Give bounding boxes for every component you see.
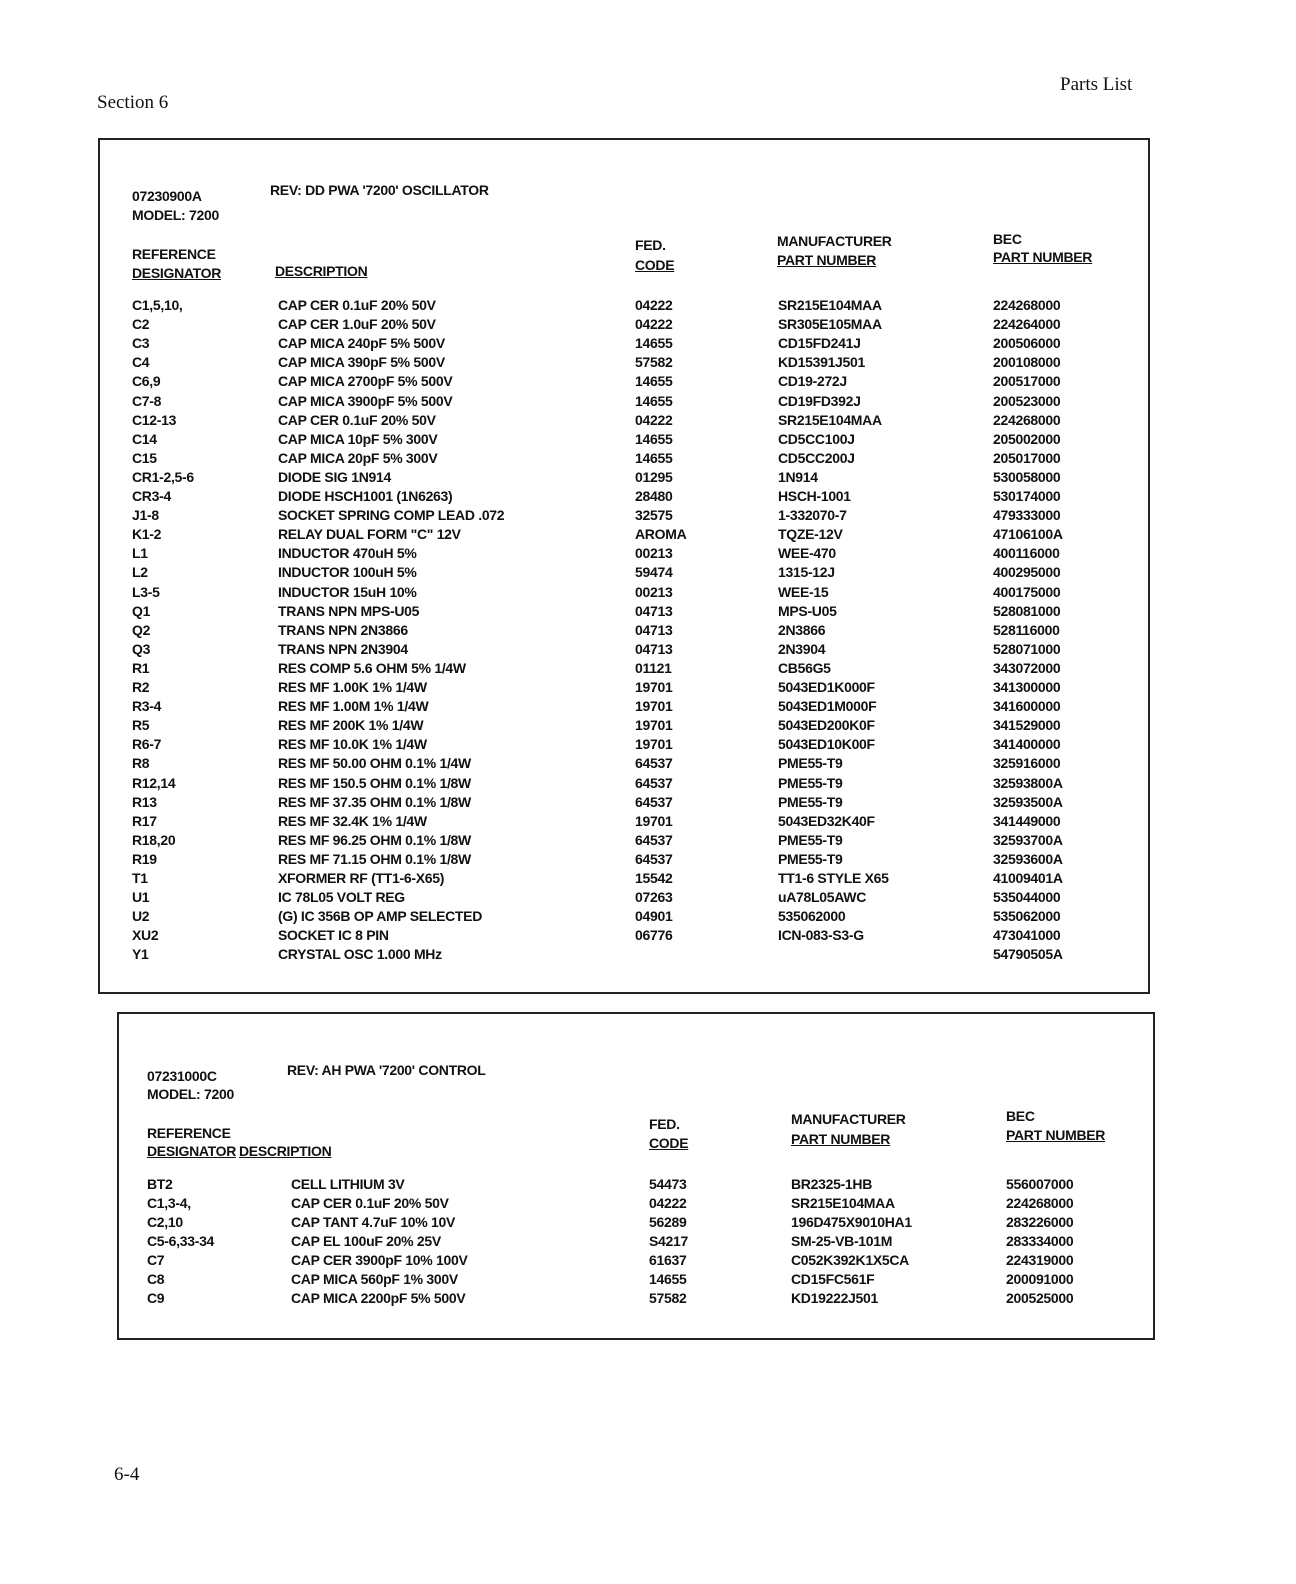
table-row bbox=[100, 526, 1148, 545]
mfr-part-number: 1N914 bbox=[778, 468, 818, 485]
fed-code: 57582 bbox=[635, 354, 673, 371]
col-header-mfr-part-number: PART NUMBER bbox=[777, 252, 877, 268]
fed-code: 19701 bbox=[635, 679, 673, 695]
mfr-part-number: 5043ED1K000F bbox=[778, 679, 875, 695]
ref-designator: C12-13 bbox=[132, 411, 177, 428]
fed-code: 04222 bbox=[635, 411, 673, 428]
description: CRYSTAL OSC 1.000 MHz bbox=[278, 946, 442, 963]
fed-code: 14655 bbox=[635, 392, 673, 409]
table-row bbox=[100, 564, 1148, 583]
description: INDUCTOR 100uH 5% bbox=[278, 564, 417, 581]
bec-part-number: 32593800A bbox=[993, 774, 1063, 791]
mfr-part-number: CD15FD241J bbox=[778, 335, 861, 352]
bec-part-number: 224264000 bbox=[993, 316, 1061, 333]
bec-part-number: 205002000 bbox=[993, 430, 1061, 447]
mfr-part-number: KD15391J501 bbox=[778, 354, 865, 371]
description: CAP MICA 20pF 5% 300V bbox=[278, 449, 438, 466]
ref-designator: R3-4 bbox=[132, 698, 162, 715]
mfr-part-number: MPS-U05 bbox=[778, 602, 837, 619]
table-row bbox=[100, 851, 1148, 870]
table-row bbox=[100, 889, 1148, 908]
table-row bbox=[119, 1233, 1153, 1252]
page-title: Parts List bbox=[1060, 74, 1133, 95]
col-header-fed: FED. bbox=[635, 237, 666, 253]
table-row bbox=[100, 450, 1148, 469]
mfr-part-number: 196D475X9010HA1 bbox=[791, 1214, 912, 1230]
bec-part-number: 530058000 bbox=[993, 468, 1061, 485]
table-row bbox=[119, 1252, 1153, 1271]
ref-designator: R12,14 bbox=[132, 774, 176, 791]
description: IC 78L05 VOLT REG bbox=[278, 889, 405, 906]
table-row bbox=[100, 908, 1148, 927]
col-header-fed: FED. bbox=[649, 1116, 680, 1132]
table-row bbox=[100, 488, 1148, 507]
description: XFORMER RF (TT1-6-X65) bbox=[278, 870, 445, 886]
page-number: 6-4 bbox=[114, 1464, 140, 1485]
fed-code: 15542 bbox=[635, 870, 673, 886]
bec-part-number: 341529000 bbox=[993, 717, 1061, 734]
col-header-bec: BEC bbox=[1006, 1108, 1035, 1124]
table-row bbox=[100, 755, 1148, 774]
section-label: Section 6 bbox=[97, 92, 169, 113]
description: TRANS NPN 2N3904 bbox=[278, 640, 408, 657]
bec-part-number: 283226000 bbox=[1006, 1214, 1074, 1230]
bec-part-number: 224268000 bbox=[1006, 1195, 1074, 1211]
bec-part-number: 479333000 bbox=[993, 507, 1061, 524]
fed-code: 32575 bbox=[635, 507, 673, 524]
description: RES MF 1.00K 1% 1/4W bbox=[278, 679, 427, 695]
description: DIODE HSCH1001 (1N6263) bbox=[278, 488, 453, 504]
bec-part-number: 530174000 bbox=[993, 488, 1061, 504]
assembly-model: MODEL: 7200 bbox=[147, 1086, 234, 1102]
table-row bbox=[100, 335, 1148, 354]
bec-part-number: 200523000 bbox=[993, 392, 1061, 409]
mfr-part-number: 5043ED1M000F bbox=[778, 698, 877, 715]
ref-designator: C3 bbox=[132, 335, 150, 352]
ref-designator: T1 bbox=[132, 870, 148, 886]
mfr-part-number: TT1-6 STYLE X65 bbox=[778, 870, 889, 886]
bec-part-number: 32593600A bbox=[993, 850, 1063, 867]
bec-part-number: 200506000 bbox=[993, 335, 1061, 352]
mfr-part-number: C052K392K1X5CA bbox=[791, 1252, 909, 1268]
ref-designator: U2 bbox=[132, 908, 150, 925]
fed-code: 61637 bbox=[649, 1252, 687, 1268]
col-header-code: CODE bbox=[649, 1135, 689, 1151]
description: INDUCTOR 470uH 5% bbox=[278, 545, 417, 562]
bec-part-number: 200091000 bbox=[1006, 1271, 1074, 1287]
mfr-part-number: PME55-T9 bbox=[778, 831, 843, 848]
mfr-part-number: ICN-083-S3-G bbox=[778, 927, 864, 944]
ref-designator: C8 bbox=[147, 1271, 165, 1287]
mfr-part-number: 5043ED32K40F bbox=[778, 812, 875, 829]
description: RES MF 1.00M 1% 1/4W bbox=[278, 698, 429, 715]
fed-code: 04713 bbox=[635, 640, 673, 657]
table-row bbox=[100, 545, 1148, 564]
mfr-part-number: SM-25-VB-101M bbox=[791, 1233, 893, 1249]
table-row bbox=[100, 373, 1148, 392]
mfr-part-number: 535062000 bbox=[778, 908, 846, 925]
mfr-part-number: uA78L05AWC bbox=[778, 889, 867, 906]
table-row bbox=[100, 813, 1148, 832]
fed-code: 07263 bbox=[635, 889, 673, 906]
mfr-part-number: TQZE-12V bbox=[778, 526, 843, 543]
ref-designator: K1-2 bbox=[132, 526, 162, 543]
ref-designator: R13 bbox=[132, 793, 157, 810]
description: CAP CER 1.0uF 20% 50V bbox=[278, 316, 436, 333]
mfr-part-number: CD5CC100J bbox=[778, 430, 855, 447]
mfr-part-number: WEE-470 bbox=[778, 545, 836, 562]
ref-designator: R18,20 bbox=[132, 831, 176, 848]
table-row bbox=[119, 1271, 1153, 1290]
bec-part-number: 205017000 bbox=[993, 449, 1061, 466]
bec-part-number: 200525000 bbox=[1006, 1290, 1074, 1306]
fed-code: 04222 bbox=[635, 297, 673, 313]
ref-designator: R5 bbox=[132, 717, 150, 734]
bec-part-number: 54790505A bbox=[993, 946, 1063, 963]
fed-code: 04713 bbox=[635, 602, 673, 619]
mfr-part-number: PME55-T9 bbox=[778, 755, 843, 772]
ref-designator: R1 bbox=[132, 659, 150, 676]
fed-code: 19701 bbox=[635, 736, 673, 753]
table-row bbox=[100, 717, 1148, 736]
bec-part-number: 528071000 bbox=[993, 640, 1061, 657]
mfr-part-number: KD19222J501 bbox=[791, 1290, 878, 1306]
col-header-reference: REFERENCE bbox=[132, 246, 216, 262]
fed-code: 64537 bbox=[635, 774, 673, 791]
mfr-part-number: 1315-12J bbox=[778, 564, 835, 581]
col-header-reference: REFERENCE bbox=[147, 1125, 231, 1141]
fed-code: 06776 bbox=[635, 927, 673, 944]
table-row bbox=[100, 297, 1148, 316]
ref-designator: C5-6,33-34 bbox=[147, 1233, 215, 1249]
table-row bbox=[119, 1195, 1153, 1214]
ref-designator: R17 bbox=[132, 812, 157, 829]
assembly-model: MODEL: 7200 bbox=[132, 207, 219, 223]
table-row bbox=[100, 832, 1148, 851]
description: TRANS NPN 2N3866 bbox=[278, 621, 408, 638]
description: RES MF 200K 1% 1/4W bbox=[278, 717, 424, 734]
ref-designator: J1-8 bbox=[132, 507, 159, 524]
ref-designator: L2 bbox=[132, 564, 148, 581]
mfr-part-number: CB56G5 bbox=[778, 659, 831, 676]
table-row bbox=[100, 622, 1148, 641]
fed-code: 64537 bbox=[635, 831, 673, 848]
fed-code: 19701 bbox=[635, 698, 673, 715]
fed-code: 64537 bbox=[635, 850, 673, 867]
mfr-part-number: PME55-T9 bbox=[778, 793, 843, 810]
fed-code: 04713 bbox=[635, 621, 673, 638]
description: CAP EL 100uF 20% 25V bbox=[291, 1233, 441, 1249]
description: CAP CER 3900pF 10% 100V bbox=[291, 1252, 468, 1268]
description: RES MF 71.15 OHM 0.1% 1/8W bbox=[278, 850, 471, 867]
ref-designator: R8 bbox=[132, 755, 150, 772]
description: RES MF 150.5 OHM 0.1% 1/8W bbox=[278, 774, 471, 791]
description: CELL LITHIUM 3V bbox=[291, 1176, 405, 1192]
mfr-part-number: 1-332070-7 bbox=[778, 507, 847, 524]
description: (G) IC 356B OP AMP SELECTED bbox=[278, 908, 483, 925]
ref-designator: Q2 bbox=[132, 621, 151, 638]
bec-part-number: 32593700A bbox=[993, 831, 1063, 848]
mfr-part-number: SR215E104MAA bbox=[791, 1195, 895, 1211]
fed-code: 00213 bbox=[635, 583, 673, 600]
description: CAP CER 0.1uF 20% 50V bbox=[278, 411, 436, 428]
bec-part-number: 341300000 bbox=[993, 679, 1061, 695]
bec-part-number: 224268000 bbox=[993, 411, 1061, 428]
fed-code: 19701 bbox=[635, 717, 673, 734]
bec-part-number: 535062000 bbox=[993, 908, 1061, 925]
bec-part-number: 224268000 bbox=[993, 297, 1061, 313]
col-header-bec-part-number: PART NUMBER bbox=[1006, 1127, 1106, 1143]
bec-part-number: 400175000 bbox=[993, 583, 1061, 600]
description: TRANS NPN MPS-U05 bbox=[278, 602, 420, 619]
ref-designator: Q3 bbox=[132, 640, 151, 657]
ref-designator: C1,5,10, bbox=[132, 297, 183, 313]
bec-part-number: 200517000 bbox=[993, 373, 1061, 390]
table-row bbox=[119, 1290, 1153, 1309]
col-header-mfr-part-number: PART NUMBER bbox=[791, 1131, 891, 1147]
mfr-part-number: WEE-15 bbox=[778, 583, 829, 600]
description: RES MF 37.35 OHM 0.1% 1/8W bbox=[278, 793, 471, 810]
fed-code: 54473 bbox=[649, 1176, 687, 1192]
table-row bbox=[100, 946, 1148, 965]
ref-designator: L1 bbox=[132, 545, 148, 562]
table-row bbox=[100, 393, 1148, 412]
ref-designator: C7 bbox=[147, 1252, 165, 1268]
mfr-part-number: SR215E104MAA bbox=[778, 411, 882, 428]
fed-code: 19701 bbox=[635, 812, 673, 829]
description: CAP MICA 240pF 5% 500V bbox=[278, 335, 445, 352]
mfr-part-number: 5043ED200K0F bbox=[778, 717, 875, 734]
ref-designator: R6-7 bbox=[132, 736, 162, 753]
mfr-part-number: SR215E104MAA bbox=[778, 297, 882, 313]
table-row bbox=[100, 431, 1148, 450]
col-header-manufacturer: MANUFACTURER bbox=[777, 233, 892, 249]
description: CAP TANT 4.7uF 10% 10V bbox=[291, 1214, 456, 1230]
table-row bbox=[100, 870, 1148, 889]
fed-code: 64537 bbox=[635, 755, 673, 772]
bec-part-number: 343072000 bbox=[993, 659, 1061, 676]
col-header-description: DESCRIPTION bbox=[239, 1143, 332, 1159]
parts-table-control bbox=[117, 1012, 1155, 1340]
table-row bbox=[100, 679, 1148, 698]
table-row bbox=[100, 794, 1148, 813]
assembly-part-number: 07230900A bbox=[132, 188, 202, 204]
fed-code: 04222 bbox=[649, 1195, 687, 1211]
bec-part-number: 556007000 bbox=[1006, 1176, 1074, 1192]
fed-code: 28480 bbox=[635, 488, 673, 504]
description: CAP MICA 2200pF 5% 500V bbox=[291, 1290, 466, 1306]
col-header-manufacturer: MANUFACTURER bbox=[791, 1111, 906, 1127]
assembly-part-number: 07231000C bbox=[147, 1068, 217, 1084]
bec-part-number: 224319000 bbox=[1006, 1252, 1074, 1268]
mfr-part-number: 2N3866 bbox=[778, 621, 826, 638]
mfr-part-number: CD19FD392J bbox=[778, 392, 861, 409]
description: CAP MICA 3900pF 5% 500V bbox=[278, 392, 453, 409]
bec-part-number: 47106100A bbox=[993, 526, 1063, 543]
fed-code: 14655 bbox=[649, 1271, 687, 1287]
ref-designator: Y1 bbox=[132, 946, 149, 963]
ref-designator: C2 bbox=[132, 316, 150, 333]
fed-code: 00213 bbox=[635, 545, 673, 562]
col-header-designator: DESIGNATOR bbox=[147, 1143, 237, 1159]
bec-part-number: 325916000 bbox=[993, 755, 1061, 772]
table-row bbox=[100, 584, 1148, 603]
bec-part-number: 341400000 bbox=[993, 736, 1061, 753]
table-row bbox=[119, 1214, 1153, 1233]
fed-code: 01295 bbox=[635, 468, 673, 485]
fed-code: 56289 bbox=[649, 1214, 687, 1230]
table-row bbox=[100, 775, 1148, 794]
table-row bbox=[100, 316, 1148, 335]
mfr-part-number: CD19-272J bbox=[778, 373, 847, 390]
description: CAP CER 0.1uF 20% 50V bbox=[291, 1195, 449, 1211]
description: CAP MICA 10pF 5% 300V bbox=[278, 430, 438, 447]
ref-designator: C9 bbox=[147, 1290, 165, 1306]
description: SOCKET IC 8 PIN bbox=[278, 927, 389, 944]
bec-part-number: 32593500A bbox=[993, 793, 1063, 810]
col-header-bec-part-number: PART NUMBER bbox=[993, 249, 1093, 265]
bec-part-number: 400295000 bbox=[993, 564, 1061, 581]
description: RES MF 10.0K 1% 1/4W bbox=[278, 736, 427, 753]
mfr-part-number: 5043ED10K00F bbox=[778, 736, 875, 753]
ref-designator: L3-5 bbox=[132, 583, 160, 600]
table-row bbox=[100, 412, 1148, 431]
table-row bbox=[119, 1176, 1153, 1195]
col-header-bec: BEC bbox=[993, 231, 1022, 247]
description: INDUCTOR 15uH 10% bbox=[278, 583, 417, 600]
bec-part-number: 400116000 bbox=[993, 545, 1060, 562]
bec-part-number: 200108000 bbox=[993, 354, 1061, 371]
ref-designator: C7-8 bbox=[132, 392, 162, 409]
table-row bbox=[100, 927, 1148, 946]
table-row bbox=[100, 736, 1148, 755]
description: CAP MICA 560pF 1% 300V bbox=[291, 1271, 458, 1287]
table-row bbox=[100, 603, 1148, 622]
mfr-part-number: CD15FC561F bbox=[791, 1271, 875, 1287]
ref-designator: R19 bbox=[132, 850, 157, 867]
fed-code: 14655 bbox=[635, 430, 673, 447]
assembly-revision: REV: AH PWA '7200' CONTROL bbox=[287, 1062, 486, 1078]
fed-code: S4217 bbox=[649, 1233, 688, 1249]
fed-code: 59474 bbox=[635, 564, 673, 581]
fed-code: 14655 bbox=[635, 449, 673, 466]
fed-code: 04222 bbox=[635, 316, 673, 333]
ref-designator: CR1-2,5-6 bbox=[132, 468, 194, 485]
description: RES MF 96.25 OHM 0.1% 1/8W bbox=[278, 831, 471, 848]
table-row bbox=[100, 507, 1148, 526]
fed-code: 57582 bbox=[649, 1290, 687, 1306]
ref-designator: R2 bbox=[132, 679, 150, 695]
col-header-code: CODE bbox=[635, 257, 675, 273]
fed-code: 14655 bbox=[635, 373, 673, 390]
description: CAP CER 0.1uF 20% 50V bbox=[278, 297, 436, 313]
mfr-part-number: PME55-T9 bbox=[778, 850, 843, 867]
ref-designator: C6,9 bbox=[132, 373, 161, 390]
table-row bbox=[100, 354, 1148, 373]
ref-designator: C4 bbox=[132, 354, 150, 371]
bec-part-number: 341600000 bbox=[993, 698, 1061, 715]
mfr-part-number: 2N3904 bbox=[778, 640, 826, 657]
mfr-part-number: PME55-T9 bbox=[778, 774, 843, 791]
ref-designator: C1,3-4, bbox=[147, 1195, 191, 1211]
ref-designator: BT2 bbox=[147, 1176, 173, 1192]
table-row bbox=[100, 698, 1148, 717]
description: DIODE SIG 1N914 bbox=[278, 468, 391, 485]
ref-designator: Q1 bbox=[132, 602, 151, 619]
bec-part-number: 535044000 bbox=[993, 889, 1061, 906]
description: RELAY DUAL FORM "C" 12V bbox=[278, 526, 461, 543]
fed-code: AROMA bbox=[635, 526, 687, 543]
bec-part-number: 341449000 bbox=[993, 812, 1061, 829]
bec-part-number: 473041000 bbox=[993, 927, 1061, 944]
fed-code: 01121 bbox=[635, 659, 672, 676]
assembly-revision: REV: DD PWA '7200' OSCILLATOR bbox=[270, 182, 489, 198]
mfr-part-number: SR305E105MAA bbox=[778, 316, 882, 333]
table-row bbox=[100, 641, 1148, 660]
ref-designator: C15 bbox=[132, 449, 157, 466]
col-header-designator: DESIGNATOR bbox=[132, 265, 222, 281]
fed-code: 04901 bbox=[635, 908, 673, 925]
description: RES COMP 5.6 OHM 5% 1/4W bbox=[278, 659, 466, 676]
description: RES MF 32.4K 1% 1/4W bbox=[278, 812, 427, 829]
mfr-part-number: HSCH-1001 bbox=[778, 488, 851, 504]
ref-designator: CR3-4 bbox=[132, 488, 171, 504]
description: RES MF 50.00 OHM 0.1% 1/4W bbox=[278, 755, 471, 772]
description: CAP MICA 390pF 5% 500V bbox=[278, 354, 445, 371]
mfr-part-number: BR2325-1HB bbox=[791, 1176, 873, 1192]
col-header-description: DESCRIPTION bbox=[275, 263, 368, 279]
fed-code: 14655 bbox=[635, 335, 673, 352]
table-row bbox=[100, 660, 1148, 679]
bec-part-number: 528081000 bbox=[993, 602, 1061, 619]
bec-part-number: 528116000 bbox=[993, 621, 1060, 638]
fed-code: 64537 bbox=[635, 793, 673, 810]
ref-designator: U1 bbox=[132, 889, 150, 906]
description: CAP MICA 2700pF 5% 500V bbox=[278, 373, 453, 390]
ref-designator: C14 bbox=[132, 430, 157, 447]
bec-part-number: 283334000 bbox=[1006, 1233, 1074, 1249]
description: SOCKET SPRING COMP LEAD .072 bbox=[278, 507, 505, 524]
ref-designator: C2,10 bbox=[147, 1214, 183, 1230]
ref-designator: XU2 bbox=[132, 927, 159, 944]
bec-part-number: 41009401A bbox=[993, 870, 1063, 886]
parts-table-oscillator bbox=[98, 138, 1150, 994]
table-row bbox=[100, 469, 1148, 488]
mfr-part-number: CD5CC200J bbox=[778, 449, 855, 466]
